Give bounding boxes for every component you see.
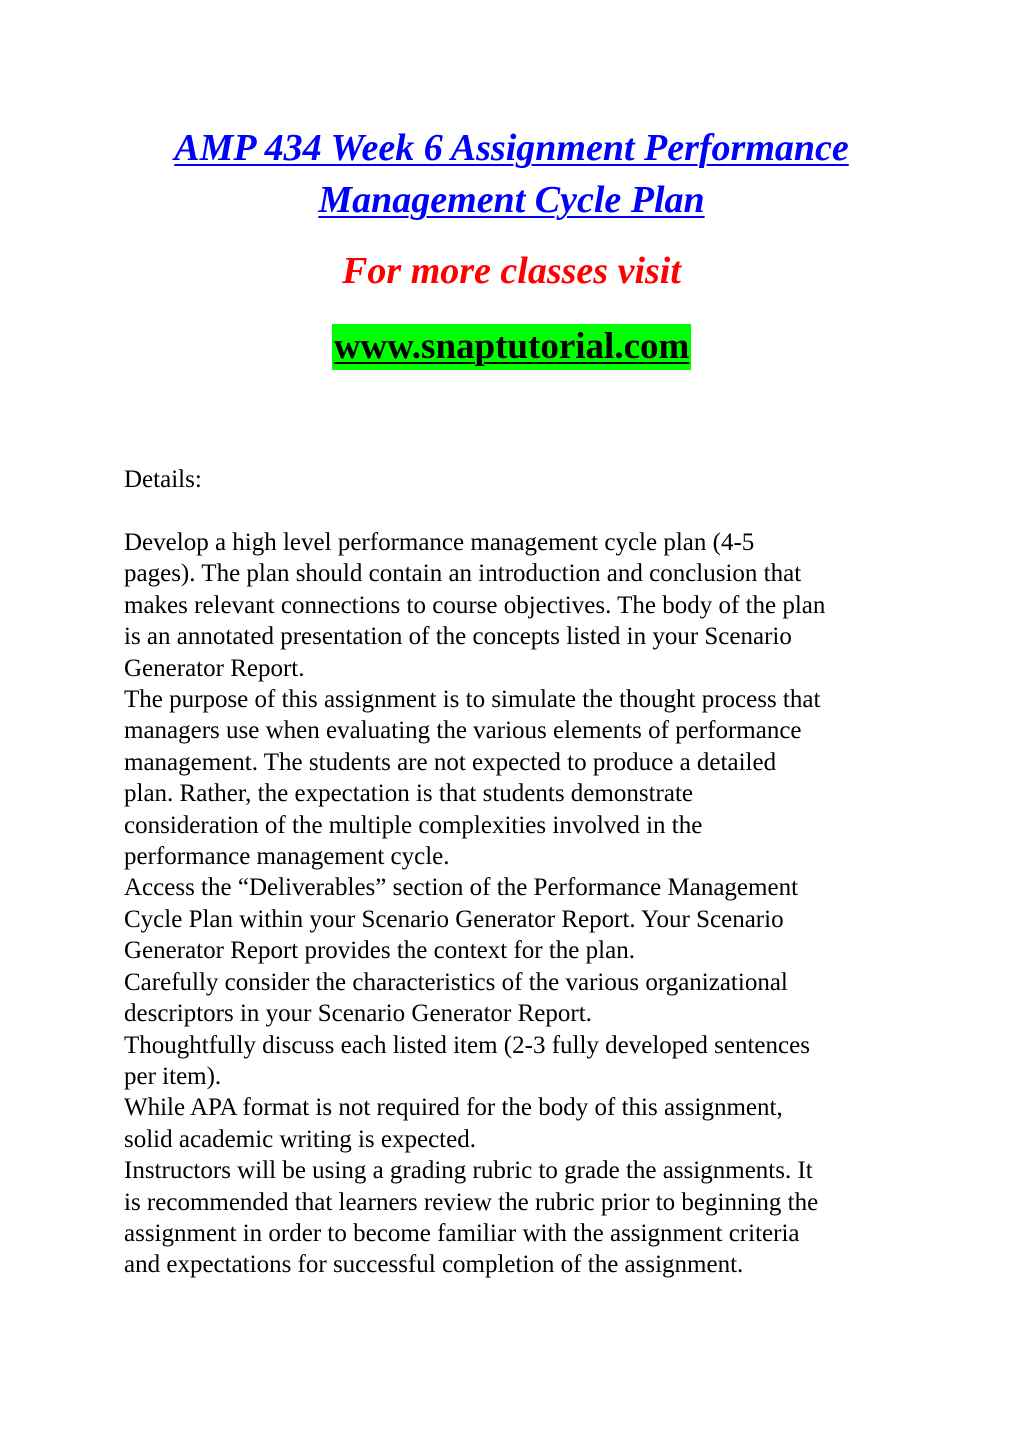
body-line: Instructors will be using a grading rubric to grade the assignments. It — [124, 1157, 813, 1185]
body-line: makes relevant connections to course objectives. The body of the plan — [124, 591, 826, 619]
body-line: solid academic writing is expected. — [124, 1125, 476, 1153]
body-line: The purpose of this assignment is to simulate the thought process that — [124, 686, 821, 714]
site-link-wrapper — [0, 324, 1023, 370]
body-line: is recommended that learners review the rubric prior to beginning the — [124, 1188, 819, 1216]
body-line: consideration of the multiple complexities involved in the — [124, 811, 703, 839]
body-line: Develop a high level performance management cycle plan (4-5 — [124, 529, 755, 556]
body-line: Cycle Plan within your Scenario Generator Report. Your Scenario — [124, 905, 784, 933]
body-line: Generator Report. — [124, 654, 305, 682]
body-line: plan. Rather, the expectation is that students demonstrate — [124, 780, 693, 808]
body-line: per item). — [124, 1062, 222, 1090]
title-line-1: AMP 434 Week 6 Assignment Performance — [174, 127, 849, 169]
body-line: Carefully consider the characteristics of the various organizational — [124, 968, 788, 996]
page-title — [60, 122, 963, 226]
body-line: and expectations for successful completion of the assignment. — [124, 1251, 744, 1279]
body-line: pages). The plan should contain an introduction and conclusion that — [124, 560, 802, 588]
body-line: assignment in order to become familiar with the assignment criteria — [124, 1219, 800, 1247]
body-line: descriptors in your Scenario Generator Report. — [124, 1000, 592, 1028]
body-line: Thoughtfully discuss each listed item (2-3 fully developed sentences — [124, 1031, 810, 1059]
body-line: managers use when evaluating the various elements of performance — [124, 717, 802, 745]
website-link[interactable]: www.snaptutorial.com — [332, 324, 692, 370]
body-line: management. The students are not expected to produce a detailed — [124, 748, 777, 776]
body-line: While APA format is not required for the body of this assignment, — [124, 1094, 783, 1122]
body-line: performance management cycle. — [124, 843, 450, 871]
title-line-2: Management Cycle Plan — [318, 179, 705, 221]
more-classes-text: For more classes visit — [342, 250, 681, 292]
details-label: Details: — [124, 466, 202, 493]
title-link[interactable] — [174, 127, 849, 221]
body-line: Access the “Deliverables” section of the Performance Management — [124, 874, 799, 902]
body-line: Generator Report provides the context for the plan. — [124, 937, 635, 965]
assignment-body — [124, 527, 924, 1281]
body-line: is an annotated presentation of the concepts listed in your Scenario — [124, 623, 792, 651]
